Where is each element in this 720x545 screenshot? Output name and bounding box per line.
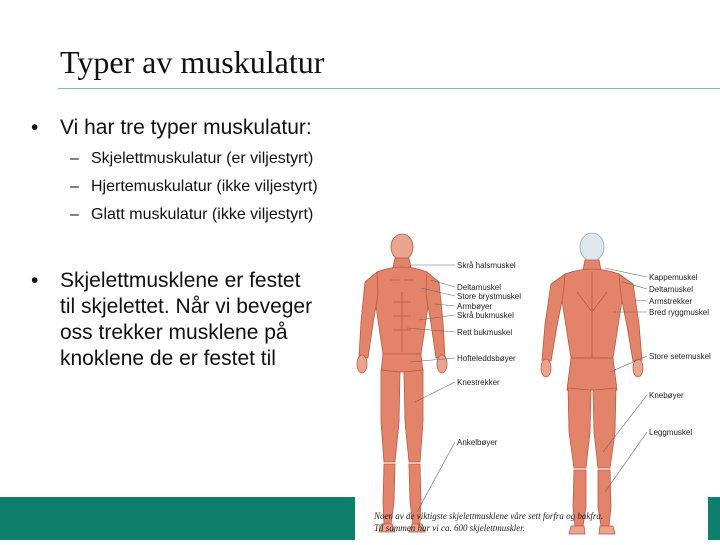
sub-item-skeletal bbox=[70, 150, 390, 170]
bullet-types bbox=[31, 115, 371, 141]
sub-item-smooth bbox=[70, 206, 390, 226]
front-label: Deltamuskel bbox=[457, 283, 502, 292]
front-label: Knestrekker bbox=[457, 378, 500, 387]
back-label: Leggmuskel bbox=[649, 428, 693, 437]
caption-line: Til sammen har vi ca. 600 skjelettmuskler. bbox=[374, 523, 525, 533]
bullet-attachment bbox=[31, 268, 361, 378]
bullet-line: oss trekker musklene på bbox=[60, 321, 288, 344]
bullet-marker: • bbox=[31, 269, 39, 292]
back-label: Knebøyer bbox=[649, 391, 684, 400]
front-label: Skrå bukmuskel bbox=[457, 311, 514, 320]
slide-title: Typer av muskulatur bbox=[60, 44, 325, 80]
front-label: Rett bukmuskel bbox=[457, 328, 513, 337]
bullet-line: knoklene de er festet til bbox=[60, 347, 276, 370]
back-label: Kappemuskel bbox=[649, 273, 698, 282]
back-label: Deltamuskel bbox=[649, 285, 694, 294]
footer-accent-bar bbox=[0, 497, 355, 540]
back-label: Bred ryggmuskel bbox=[649, 308, 710, 317]
sub-marker: – bbox=[70, 178, 79, 195]
back-label: Armstrekker bbox=[649, 297, 693, 306]
sub-marker: – bbox=[70, 206, 79, 223]
front-label: Store brystmuskel bbox=[457, 292, 522, 301]
front-label: Hofteleddsbøyer bbox=[457, 354, 516, 363]
figure-caption bbox=[374, 510, 694, 534]
title-divider bbox=[58, 88, 720, 89]
back-body-figure bbox=[541, 233, 643, 534]
bullet-line: til skjelettet. Når vi beveger bbox=[60, 295, 313, 318]
sub-marker: – bbox=[70, 150, 79, 167]
sub-item-text: Skjelettmuskulatur (er viljestyrt) bbox=[91, 150, 314, 167]
caption-line: Noen av de viktigste skjelettmusklene våre sett forfra og bakfra. bbox=[374, 511, 604, 521]
muscle-figure bbox=[355, 232, 720, 540]
back-label: Store setemuskel bbox=[649, 352, 711, 361]
bullet-marker: • bbox=[31, 116, 39, 139]
front-label: Skrå halsmuskel bbox=[457, 261, 516, 270]
front-label: Armbøyer bbox=[457, 302, 493, 311]
bullet-text: Vi har tre typer muskulatur: bbox=[60, 116, 312, 139]
bullet-line: Skjelettmusklene er festet bbox=[60, 269, 301, 292]
front-label: Ankelbøyer bbox=[457, 438, 498, 447]
sub-item-text: Glatt muskulatur (ikke viljestyrt) bbox=[91, 206, 314, 223]
sub-item-text: Hjertemuskulatur (ikke viljestyrt) bbox=[91, 178, 318, 195]
front-body-figure bbox=[357, 234, 447, 532]
sub-item-heart bbox=[70, 178, 390, 198]
